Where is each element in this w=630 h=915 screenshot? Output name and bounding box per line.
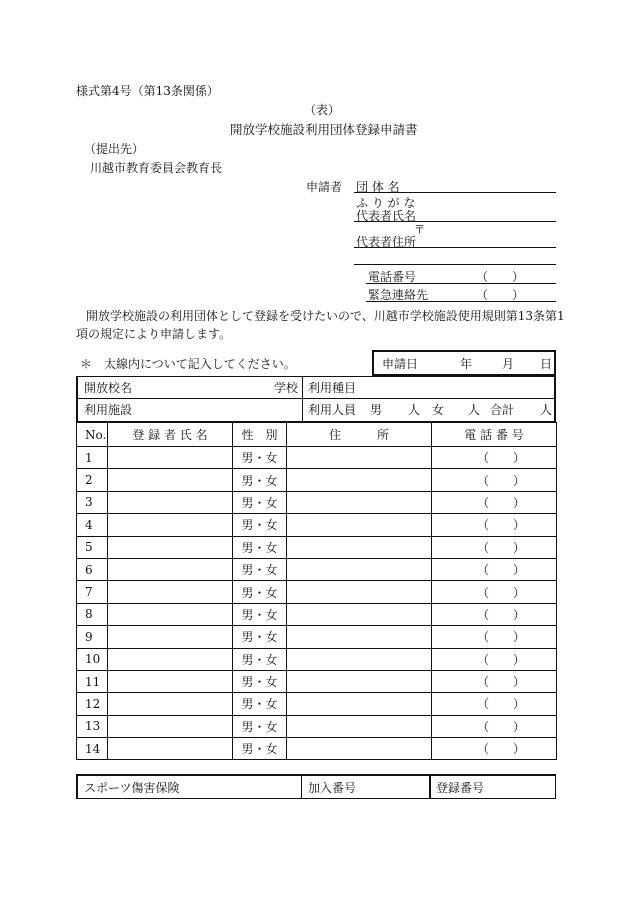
header-no: No. <box>77 423 108 447</box>
date-label: 申請日 <box>382 357 419 371</box>
table-row <box>77 491 557 513</box>
table-row <box>77 648 557 670</box>
table-row <box>77 603 557 625</box>
emergency-paren: （ ） <box>476 288 525 302</box>
address-cell[interactable] <box>287 536 432 558</box>
sex-cell[interactable]: 男・女 <box>233 536 287 558</box>
statement-line-2: 項の規定により申請します。 <box>76 327 232 341</box>
row-number: 1 <box>77 447 108 469</box>
row-number: 10 <box>77 648 108 670</box>
sex-cell[interactable]: 男・女 <box>233 491 287 513</box>
sex-cell[interactable]: 男・女 <box>233 581 287 603</box>
phone-paren: （ ） <box>476 270 525 284</box>
phone-cell[interactable] <box>432 648 557 670</box>
address-cell[interactable] <box>287 514 432 536</box>
header-address: 住 所 <box>287 423 432 447</box>
phone-paren: （ ） <box>477 585 526 600</box>
phone-cell[interactable] <box>432 738 557 760</box>
registrant-name-cell[interactable] <box>108 670 233 692</box>
table-header-row <box>77 423 557 447</box>
submit-to: 川越市教育委員会教育長 <box>90 161 223 175</box>
date-box[interactable] <box>372 350 556 376</box>
form-number: 様式第4号（第13条関係） <box>76 84 219 98</box>
registrant-name-cell[interactable] <box>108 648 233 670</box>
address-cell[interactable] <box>287 603 432 625</box>
usage-type-label: 利用種目 <box>308 381 357 395</box>
rep-address-field[interactable] <box>354 247 556 248</box>
registrant-name-cell[interactable] <box>108 738 233 760</box>
address-cell[interactable] <box>287 693 432 715</box>
sex-cell[interactable]: 男・女 <box>233 626 287 648</box>
table-row <box>77 693 557 715</box>
members-female: 女 <box>432 403 445 417</box>
registrant-name-cell[interactable] <box>108 626 233 648</box>
registrant-table <box>76 422 557 760</box>
sex-cell[interactable]: 男・女 <box>233 738 287 760</box>
phone-paren: （ ） <box>477 742 526 757</box>
phone-cell[interactable] <box>432 626 557 648</box>
members-person-3: 人 <box>540 403 553 417</box>
rep-name-field[interactable] <box>354 221 556 222</box>
sex-cell[interactable]: 男・女 <box>233 693 287 715</box>
members-male: 男 <box>370 403 383 417</box>
school-suffix: 学校 <box>274 381 299 395</box>
date-month: 月 <box>502 357 515 371</box>
date-year: 年 <box>460 357 473 371</box>
row-number: 9 <box>77 626 108 648</box>
table-row <box>77 626 557 648</box>
table-row <box>77 715 557 737</box>
table-row <box>77 447 557 469</box>
phone-paren: （ ） <box>477 607 526 622</box>
side-label: （表） <box>304 103 341 117</box>
rep-address-label: 代表者住所 <box>356 235 417 249</box>
group-name-field[interactable] <box>354 192 556 193</box>
phone-paren: （ ） <box>477 630 526 645</box>
registrant-name-cell[interactable] <box>108 447 233 469</box>
group-name-label: 団 体 名 <box>356 180 400 194</box>
table-row <box>77 558 557 580</box>
phone-cell[interactable] <box>432 715 557 737</box>
row-number: 5 <box>77 536 108 558</box>
address-cell[interactable] <box>287 581 432 603</box>
address-cell[interactable] <box>287 648 432 670</box>
address-cell[interactable] <box>287 738 432 760</box>
insurance-row <box>76 774 556 799</box>
phone-paren: （ ） <box>477 563 526 578</box>
registrant-name-cell[interactable] <box>108 469 233 491</box>
sex-cell[interactable]: 男・女 <box>233 447 287 469</box>
sex-cell[interactable]: 男・女 <box>233 715 287 737</box>
insurance-label: スポーツ傷害保険 <box>84 781 180 795</box>
phone-paren: （ ） <box>477 540 526 555</box>
header-name: 登 録 者 氏 名 <box>108 423 233 447</box>
phone-cell[interactable] <box>432 558 557 580</box>
phone-cell[interactable] <box>432 603 557 625</box>
members-person-1: 人 <box>408 403 421 417</box>
registrant-name-cell[interactable] <box>108 715 233 737</box>
phone-paren: （ ） <box>477 473 526 488</box>
phone-cell[interactable] <box>432 514 557 536</box>
emergency-label: 緊急連絡先 <box>368 288 429 302</box>
table-row <box>77 469 557 491</box>
registrant-name-cell[interactable] <box>108 693 233 715</box>
phone-paren: （ ） <box>477 451 526 466</box>
sex-cell[interactable]: 男・女 <box>233 670 287 692</box>
sex-cell[interactable]: 男・女 <box>233 648 287 670</box>
table-row <box>77 581 557 603</box>
phone-paren: （ ） <box>477 495 526 510</box>
header-phone: 電 話 番 号 <box>432 423 557 447</box>
phone-paren: （ ） <box>477 719 526 734</box>
row-number: 13 <box>77 715 108 737</box>
facility-label: 利用施設 <box>84 403 133 417</box>
phone-label: 電話番号 <box>368 270 417 284</box>
registrant-name-cell[interactable] <box>108 514 233 536</box>
address-cell[interactable] <box>287 447 432 469</box>
address-cell[interactable] <box>287 626 432 648</box>
applicant-label: 申請者 <box>306 180 343 194</box>
row-number: 14 <box>77 738 108 760</box>
sex-cell[interactable]: 男・女 <box>233 558 287 580</box>
phone-cell[interactable] <box>432 447 557 469</box>
phone-cell[interactable] <box>432 693 557 715</box>
phone-paren: （ ） <box>477 675 526 690</box>
registration-no-label: 登録番号 <box>436 781 485 795</box>
table-row <box>77 670 557 692</box>
phone-cell[interactable] <box>432 491 557 513</box>
phone-paren: （ ） <box>477 652 526 667</box>
row-number: 6 <box>77 558 108 580</box>
row-number: 7 <box>77 581 108 603</box>
phone-cell[interactable] <box>432 670 557 692</box>
phone-field[interactable] <box>366 283 556 284</box>
row-number: 12 <box>77 693 108 715</box>
emergency-field[interactable] <box>366 301 556 302</box>
school-row <box>76 376 556 399</box>
table-row <box>77 536 557 558</box>
sex-cell[interactable]: 男・女 <box>233 514 287 536</box>
furigana-label: ふ り が な <box>356 196 416 210</box>
address-cell[interactable] <box>287 558 432 580</box>
phone-cell[interactable] <box>432 581 557 603</box>
postal-mark: 〒 <box>414 223 425 236</box>
page-title: 開放学校施設利用団体登録申請書 <box>230 122 418 137</box>
membership-no-label: 加入番号 <box>308 781 357 795</box>
members-label: 利用人員 <box>308 403 357 417</box>
phone-paren: （ ） <box>477 697 526 712</box>
sex-cell[interactable]: 男・女 <box>233 469 287 491</box>
address-cell[interactable] <box>287 469 432 491</box>
phone-paren: （ ） <box>477 518 526 533</box>
table-row <box>77 738 557 760</box>
table-row <box>77 514 557 536</box>
date-day: 日 <box>540 357 553 371</box>
sex-cell[interactable]: 男・女 <box>233 603 287 625</box>
rep-name-label: 代表者氏名 <box>356 209 417 223</box>
address-cell[interactable] <box>287 491 432 513</box>
row-number: 2 <box>77 469 108 491</box>
phone-cell[interactable] <box>432 536 557 558</box>
row-number: 3 <box>77 491 108 513</box>
row-number: 4 <box>77 514 108 536</box>
row-number: 8 <box>77 603 108 625</box>
registrant-name-cell[interactable] <box>108 558 233 580</box>
note: ＊ 太線内について記入してください。 <box>80 357 296 371</box>
members-person-2: 人 <box>468 403 481 417</box>
header-sex: 性 別 <box>233 423 287 447</box>
statement-line-1: 開放学校施設の利用団体として登録を受けたいので、川越市学校施設使用規則第13条第1 <box>86 309 565 323</box>
registrant-name-cell[interactable] <box>108 536 233 558</box>
rep-address-field-2[interactable] <box>354 264 556 265</box>
facility-row <box>76 399 556 422</box>
submit-to-label: （提出先） <box>84 142 145 156</box>
school-label: 開放校名 <box>84 381 133 395</box>
registrant-name-cell[interactable] <box>108 603 233 625</box>
address-cell[interactable] <box>287 715 432 737</box>
registrant-name-cell[interactable] <box>108 491 233 513</box>
phone-cell[interactable] <box>432 469 557 491</box>
registrant-name-cell[interactable] <box>108 581 233 603</box>
row-number: 11 <box>77 670 108 692</box>
members-total: 合計 <box>490 403 515 417</box>
address-cell[interactable] <box>287 670 432 692</box>
